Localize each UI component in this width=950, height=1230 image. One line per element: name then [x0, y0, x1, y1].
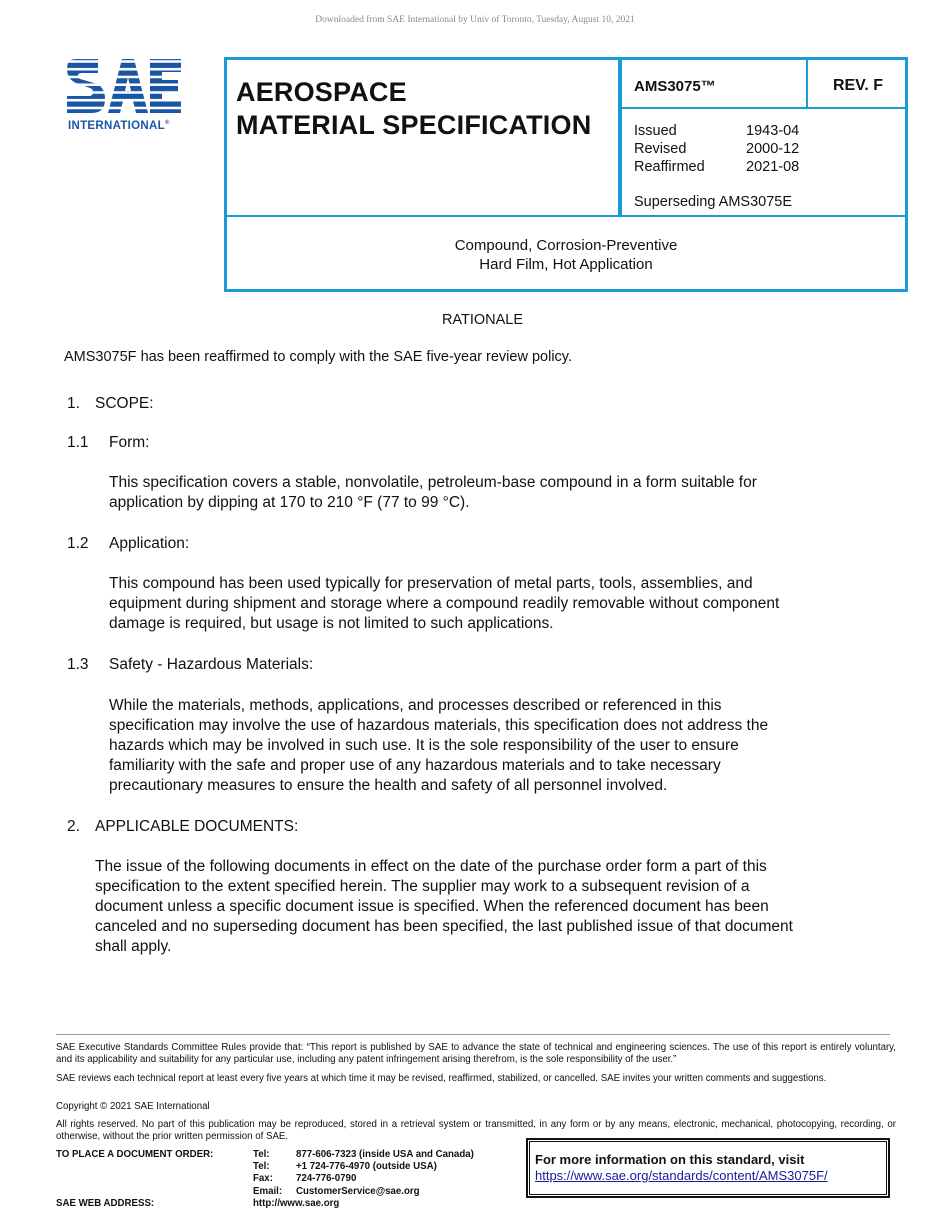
reaffirmed-row: Reaffirmed 2021-08	[634, 159, 800, 175]
section-1-1-number: 1.1	[67, 434, 89, 451]
more-info-heading: For more information on this standard, visit	[535, 1152, 805, 1167]
web-address-label: SAE WEB ADDRESS:	[56, 1198, 155, 1209]
web-address-link[interactable]: http://www.sae.org	[253, 1198, 340, 1209]
section-1-3-text: While the materials, methods, applications, and processes described or referenced in this specification may involve the use of hazardous materials, this specification does not address the hazards which may be involved in such use. It is the sole responsibility of the user to ensure familiarity with the safe and proper use of any hazardous materials and to take necessary precautionary measures to ensure the health and safety of all personnel involved.	[109, 697, 769, 794]
tel-domestic: 877-606-7323 (inside USA and Canada)	[296, 1149, 474, 1160]
fax-number: 724-776-0790	[296, 1173, 357, 1185]
tel-international: +1 724-776-4970 (outside USA)	[296, 1161, 437, 1173]
rationale-heading: RATIONALE	[441, 312, 524, 328]
order-label: TO PLACE A DOCUMENT ORDER:	[56, 1149, 214, 1160]
section-2-number: 2.	[67, 818, 80, 835]
section-2-text: The issue of the following documents in effect on the date of the purchase order form a part of this specification to the extent specified herein. The supplier may work to a subsequent revision of a document unless a specific document issue is specified. When the referenced document has been canceled and no superseding document has been specified, the last published issue of that document shall apply.	[95, 858, 793, 955]
section-1-2-number: 1.2	[67, 535, 89, 552]
footer-divider	[56, 1034, 890, 1035]
section-1-number: 1.	[67, 395, 80, 412]
review-text: SAE reviews each technical report at least every five years at which time it may be revised, reaffirmed, stabilized, or cancelled. SAE invites your written comments and suggestions.	[56, 1073, 827, 1084]
document-type-title: AEROSPACE MATERIAL SPECIFICATION	[236, 77, 592, 140]
revised-row: Revised 2000-12	[634, 141, 800, 157]
section-1-title: SCOPE:	[95, 395, 154, 412]
contact-labels: Tel: Tel: Fax: Email:	[253, 1149, 283, 1197]
dates-list	[634, 122, 799, 176]
contact-values	[296, 1149, 474, 1198]
section-1-2-text: This compound has been used typically for preservation of metal parts, tools, assemblies, and equipment during shipment and storage where a compound readily removable without component damage is required, but usage is not limited to such applications.	[109, 575, 780, 632]
logo-subtitle: INTERNATIONAL®	[68, 120, 170, 132]
standard-url-link[interactable]: https://www.sae.org/standards/content/AMS3075F/	[535, 1168, 828, 1183]
rights-text: All rights reserved. No part of this publication may be reproduced, stored in a retrieval system or transmitted, in any form or by any means, electronic, mechanical, photocopying, recording, or otherwise, without the prior written permission of SAE.	[56, 1119, 896, 1142]
committee-rules-text: SAE Executive Standards Committee Rules provide that: “This report is published by SAE to advance the state of technical and engineering sciences. The use of this report is entirely voluntary, and its applicability and suitability for any particular use, including any patent infringement arising therefrom, is the sole responsibility of the user.”	[56, 1042, 896, 1065]
rationale-text: AMS3075F has been reaffirmed to comply with the SAE five-year review policy.	[64, 349, 572, 365]
section-1-2-title: Application:	[109, 535, 190, 552]
email-address[interactable]: CustomerService@sae.org	[296, 1185, 420, 1197]
document-subject: Compound, Corrosion-Preventive Hard Film, Hot Application	[454, 237, 678, 273]
issued-row: Issued 1943-04	[634, 123, 800, 139]
section-1-1-text: This specification covers a stable, nonvolatile, petroleum-base compound in a form suitable for application by dipping at 170 to 210 °F (77 to 99 °C).	[109, 474, 757, 511]
sae-logo-mark	[64, 55, 184, 117]
section-2-title: APPLICABLE DOCUMENTS:	[95, 818, 299, 835]
download-watermark: Downloaded from SAE International by Univ of Toronto, Tuesday, August 10, 2021	[315, 15, 635, 25]
superseding-note: Superseding AMS3075E	[634, 194, 792, 210]
sae-logo	[64, 55, 194, 135]
section-1-1-title: Form:	[109, 434, 150, 451]
section-1-3-number: 1.3	[67, 656, 89, 673]
copyright: Copyright © 2021 SAE International	[56, 1101, 210, 1112]
revision-label: REV. F	[832, 77, 884, 94]
section-1-3-title: Safety - Hazardous Materials:	[109, 656, 314, 673]
doc-number: AMS3075™	[634, 78, 716, 95]
